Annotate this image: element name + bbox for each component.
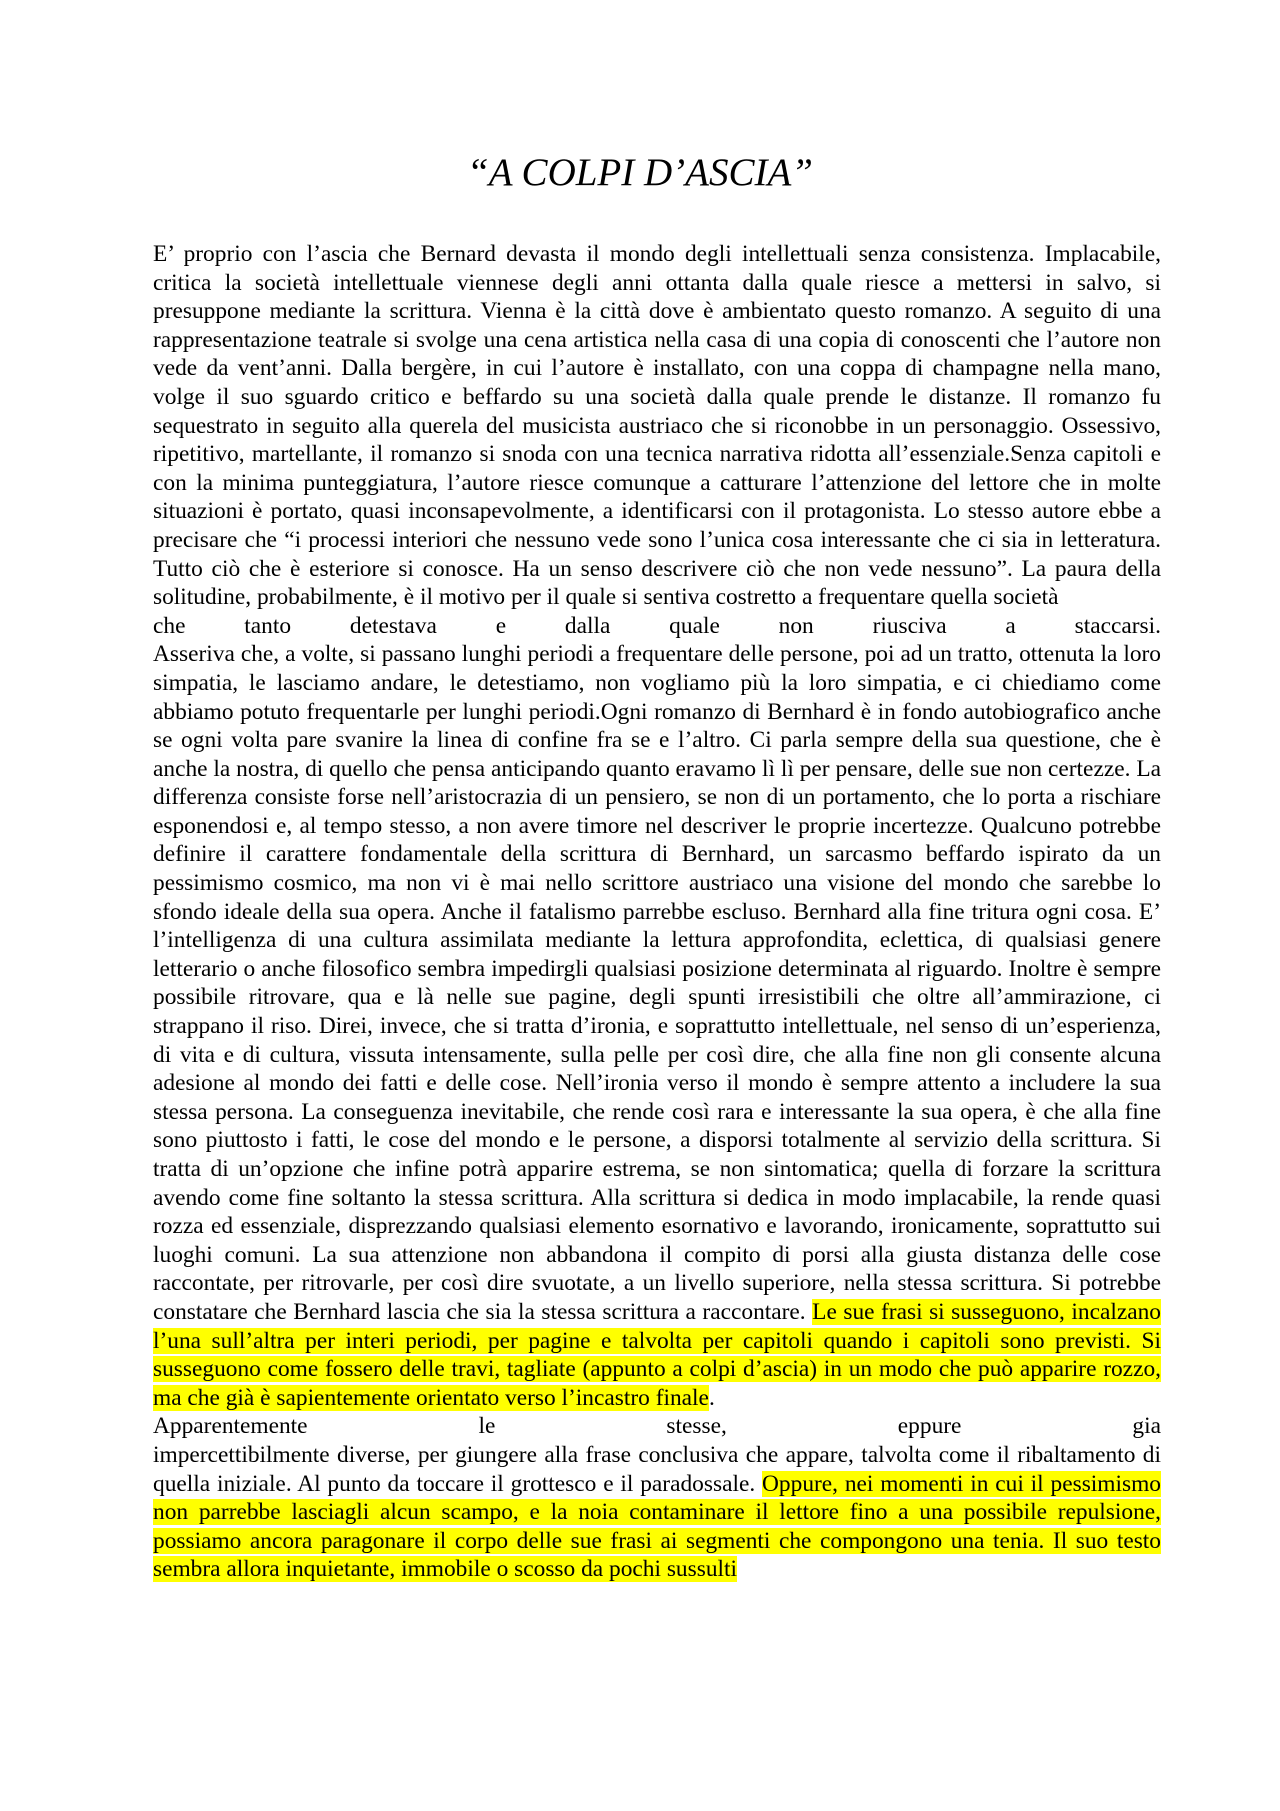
text-part-4: Ci parla sempre della sua questione, che è anche la nostra, di quello che pensa anticipando quanto eravamo lì lì per pensare, delle sue non certezze. La differenza consiste forse nell’aristocrazia di un pensiero, se non di un portamento, che lo porta a rischiare esponendosi e, al tempo stesso, a non avere timore nel descriver le proprie incertezze. Qualcuno potrebbe definire il carattere fondamentale della scrittura di Bernhard, un sarcasmo beffardo ispirato da un pessimismo cosmico, ma non vi è mai nello scrittore austriaco una visione del mondo che sarebbe lo sfondo ideale della sua opera. Anche il fatalismo parrebbe escluso. Bernhard alla fine tritura ogni cosa. E’ l’intelligenza di una cultura assimilata mediante la lettura approfondita, eclettica, di qualsiasi genere letterario o anche filosofico sembra impedirgli qualsiasi posizione determinata al riguardo. Inoltre è sempre possibile ritrovare, qua e là nelle sue pagine, degli spunti irresistibili che oltre all’ammirazione, ci strappano il riso. Direi, invece, che si tratta d’ironia, e soprattutto intellettuale, nel senso di un’esperienza, di vita e di cultura, vissuta intensamente, sulla pelle per così dire, che alla fine non gli consente alcuna adesione al mondo dei fatti e delle cose. Nell’ironia verso il mondo è sempre attento a includere la sua stessa persona. La conseguenza inevitabile, che rende così rara e interessante la sua opera, è che alla fine sono piuttosto i fatti, le cose del mondo e le persone, a disporsi totalmente al servizio della scrittura. Si tratta di un’opzione che infine potrà apparire estrema, se non sintomatica; quella di forzare la scrittura avendo come fine soltanto la stessa scrittura. Alla scrittura si dedica in modo implacabile, la rende quasi rozza ed essenziale, disprezzando qualsiasi elemento esornativo e lavorando, ironicamente, soprattutto sui luoghi comuni. La sua attenzione non abbandona il compito di porsi alla giusta distanza delle cose raccontate, per ritrovarle, per così dire svuotate, a un livello superiore, nella stessa scrittura. Si potrebbe constatare che Bernhard lascia che sia la stessa scrittura a raccontare.: [153, 727, 1161, 1325]
text-part-6: impercettibilmente diverse, per giungere alla frase conclusiva che appare, talvolta come il ribaltamento di quella iniziale. Al punto da toccare il grottesco e il paradossale.: [153, 1441, 1161, 1497]
text-part-1: E’ proprio con l’ascia che Bernard devasta il mondo degli intellettuali senza consistenza. Implacabile, critica la società intellettuale viennese degli anni ottanta dalla quale riesce a mettersi in salvo, si presuppone mediante la scrittura. Vienna è la città dove è ambientato questo romanzo. A seguito di una rappresentazione teatrale si svolge una cena artistica nella casa di una copia di conoscenti che l’autore non vede da vent’anni. Dalla bergère, in cui l’autore è installato, con una coppa di champagne nella mano, volge il suo sguardo critico e beffardo su una società dalla quale prende le distanze. Il romanzo fu sequestrato in seguito alla querela del musicista austriaco che si riconobbe in un personaggio. Ossessivo, ripetitivo, martellante, il romanzo si snoda con una tecnica narrativa ridotta all’essenziale.Senza capitoli e con la minima punteggiatura, l’autore riesce comunque a catturare l’attenzione del lettore che in molte situazioni è portato, quasi inconsapevolmente, a identificarsi con il protagonista. Lo stesso autore ebbe a precisare che “i processi interiori che nessuno vede sono l’unica cosa interessante che ci sia in letteratura. Tutto ciò che è esteriore si conosce. Ha un senso descrivere ciò che non vede nessuno”. La paura della solitudine, probabilmente, è il motivo per il quale si sentiva costretto a frequentare quella società: [153, 241, 1161, 611]
body-paragraph: [153, 240, 1161, 1584]
text-part-5-spread-line: Apparentemente le stesse, eppure gia: [153, 1413, 1161, 1440]
highlight-1-end: .: [708, 1384, 715, 1411]
text-part-3: Asseriva che, a volte, si passano lunghi periodi a frequentare delle persone, poi ad un tratto, ottenuta la loro simpatia, le lasciamo andare, le detestiamo, non vogliamo più la loro simpatia, e ci chiediamo come abbiamo potuto frequentarle per lunghi periodi.Ogni romanzo di Bernhard è in fondo autobiografico anche se ogni volta pare svanire la linea di confine fra se e l’altro.: [153, 641, 1161, 754]
highlighted-passage-2: Oppure, nei momenti in cui il pessimismo non parrebbe lasciagli alcun scampo, e la noia contaminare il lettore fino a una possibile repulsione, possiamo ancora paragonare il corpo delle sue frasi ai segmenti che compongono una tenia. Il suo testo sembra allora inquietante, immobile o scosso da pochi sussulti: [153, 1470, 1161, 1583]
text-part-2-spread-line: che tanto detestava e dalla quale non riusciva a staccarsi.: [153, 612, 1161, 639]
document-title: “A COLPI D’ASCIA”: [467, 151, 813, 194]
highlighted-passage-1: Le sue frasi si susseguono, incalzano l’una sull’altra per interi periodi, per pagine e talvolta per capitoli quando i capitoli sono previsti. Si susseguono come fossero delle travi, tagliate (appunto a colpi d’ascia) in un modo che può apparire rozzo, ma che già è sapientemente orientato verso l’incastro finale: [153, 1298, 1161, 1411]
